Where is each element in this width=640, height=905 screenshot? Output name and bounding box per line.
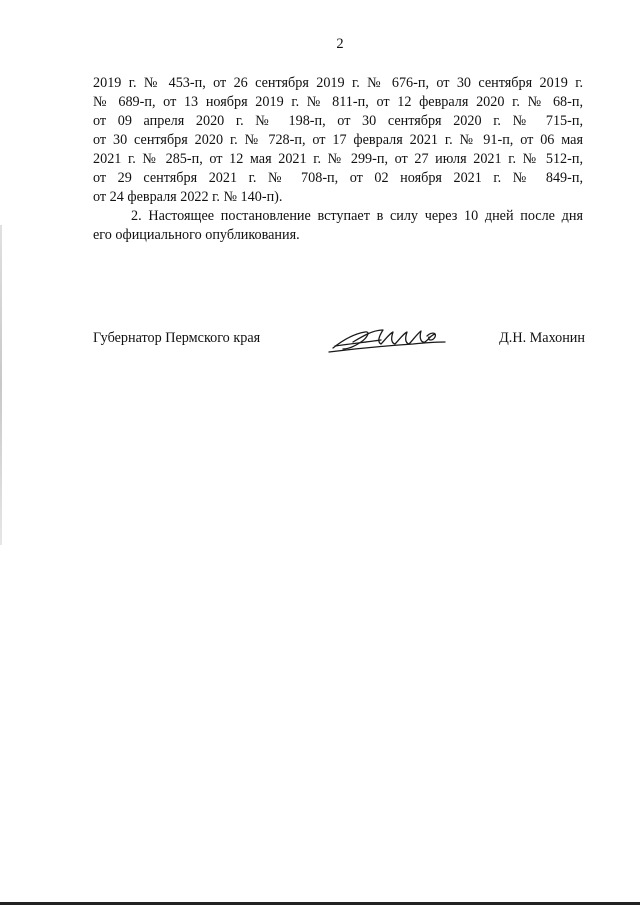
text-line: от 30 сентября 2020 г. № 728-п, от 17 февраля 2021 г. № 91-п, от 06 мая [93, 132, 583, 148]
paragraph-2 [93, 207, 583, 245]
handwritten-signature [323, 322, 453, 358]
text-line: от 24 февраля 2022 г. № 140-п). [93, 189, 283, 205]
text-line: от 09 апреля 2020 г. № 198-п, от 30 сентября 2020 г. № 715-п, [93, 113, 583, 129]
page-number: 2 [336, 36, 344, 52]
text-line: от 29 сентября 2021 г. № 708-п, от 02 ноября 2021 г. № 849-п, [93, 170, 583, 186]
text-line: 2019 г. № 453-п, от 26 сентября 2019 г. № 676-п, от 30 сентября 2019 г. [93, 75, 583, 91]
text-line: его официального опубликования. [93, 227, 300, 243]
text-line: 2021 г. № 285-п, от 12 мая 2021 г. № 299-п, от 27 июля 2021 г. № 512-п, [93, 151, 583, 167]
paragraph-1 [93, 74, 583, 207]
signature-block [93, 326, 585, 356]
scan-edge-shadow [0, 225, 2, 545]
body-text [93, 74, 583, 245]
text-line: № 689-п, от 13 ноября 2019 г. № 811-п, от 12 февраля 2020 г. № 68-п, [93, 94, 583, 110]
text-line: 2. Настоящее постановление вступает в силу через 10 дней после дня [131, 208, 583, 224]
signer-name: Д.Н. Махонин [499, 330, 585, 346]
signer-title: Губернатор Пермского края [93, 330, 261, 346]
